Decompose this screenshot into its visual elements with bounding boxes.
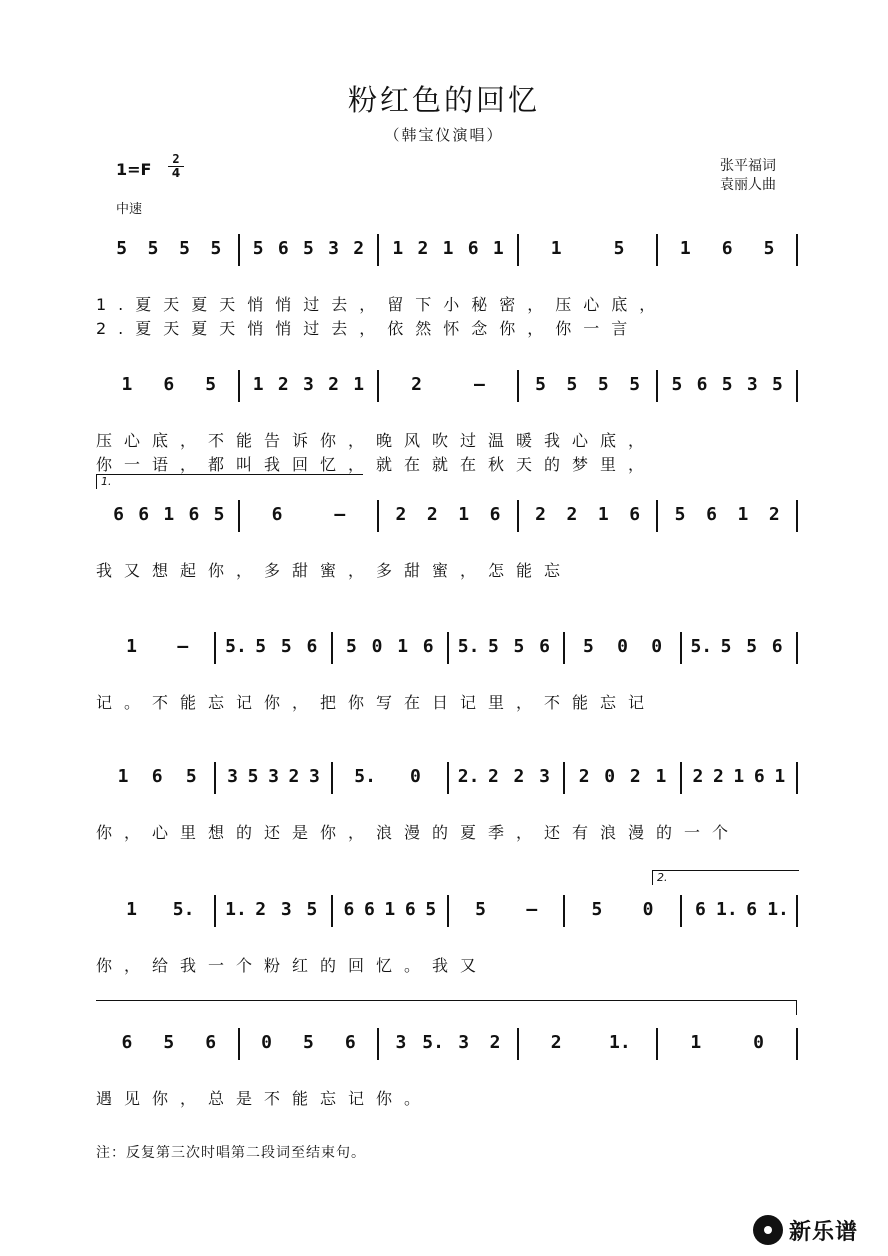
note: 1 [597,504,609,525]
bar-line [563,895,565,927]
bar-line [517,370,519,402]
note: 1. [609,1032,631,1053]
note: 2 [328,374,339,395]
song-title: 粉红色的回忆 [347,83,540,117]
bar-line [517,1028,519,1060]
note: 1 [126,899,137,920]
bar-line [331,895,333,927]
note: 5 [205,374,217,395]
note: 5 [613,238,625,259]
note: 3 [395,1032,407,1053]
note: 0 [617,636,628,657]
note: 5 [163,1032,175,1053]
note: 2 [277,374,289,395]
bar-line [517,500,519,532]
lyric-line: 2.夏天夏天悄悄过去，依然怀念你，你一言 [96,319,640,338]
notation-line [0,500,888,544]
lyric-line: 1.夏天夏天悄悄过去，留下小秘密，压心底， [96,295,668,314]
note: 6 [151,766,163,787]
lyric-line: 你一语，都叫我回忆，就在就在秋天的梦里， [96,455,657,474]
note: 5 [475,899,486,920]
note: 5 [280,636,292,657]
note: 3 [746,374,758,395]
note: 5 [591,899,603,920]
note: 5 [302,238,314,259]
note: 6 [277,238,289,259]
note: 0 [261,1032,272,1053]
note: 5 [772,374,783,395]
note: 6 [344,1032,356,1053]
note: 5. [354,766,376,787]
lyric-line: 遇见你，总是不能忘记你。 [96,1089,433,1108]
note: 6 [746,899,758,920]
note: 5 [425,899,437,920]
note: 6 [363,899,375,920]
note: 5 [566,374,578,395]
note: 6 [343,899,355,920]
note: 2 [535,504,546,525]
brand-name: 新乐谱 [789,1219,859,1245]
note: 2 [513,766,525,787]
note: 6 [271,504,283,525]
lyric-line: 我又想起你，多甜蜜，多甜蜜，怎能忘 [96,561,573,580]
note: 2. [457,766,480,787]
note: 1 [690,1032,702,1053]
note: 5. [690,636,713,657]
note: 3 [328,238,339,259]
lyric-line: 你，给我一个粉红的回忆。我又 [96,956,489,975]
bar-line [796,500,798,532]
note: 5 [247,766,259,787]
bar-line [238,370,240,402]
note: 1 [252,374,264,395]
dash-note: – [473,374,485,395]
note: 2 [489,1032,501,1053]
key-signature: 1=F [116,160,152,179]
note: 6 [695,899,706,920]
note: 6 [422,636,434,657]
note: 1 [458,504,470,525]
score-row [0,500,888,650]
note: 5 [746,636,758,657]
note: 6 [404,899,416,920]
note: 1 [121,374,133,395]
note: 3 [268,766,279,787]
record-icon [753,1215,783,1245]
dash-note: – [526,899,538,920]
note: 1 [126,636,137,657]
note: 3 [539,766,550,787]
note: 2 [353,238,365,259]
note: 1 [353,374,365,395]
note: 1 [163,504,175,525]
note: 6 [706,504,717,525]
notation-line [0,234,888,278]
note: 1 [442,238,454,259]
time-signature [168,153,184,180]
note: 0 [651,636,663,657]
bar-line [796,370,798,402]
bar-line [796,234,798,266]
note: 2 [395,504,407,525]
bar-line [238,234,240,266]
bar-line [238,500,240,532]
note: 2 [712,766,724,787]
note: 6 [696,374,708,395]
note: 1 [550,238,562,259]
notation-line [0,632,888,676]
bar-line [377,234,379,266]
note: 6 [539,636,550,657]
note: 5 [629,374,641,395]
note: 5 [535,374,546,395]
note: 1. [716,899,738,920]
note: 2 [487,766,499,787]
bar-line [447,762,449,794]
notation-line [0,762,888,806]
note: 5 [597,374,609,395]
time-signature-top: 2 [168,153,184,167]
note: 1 [492,238,504,259]
note: 5 [302,1032,314,1053]
note: 2 [566,504,578,525]
composer: 袁丽人曲 [720,177,776,193]
bar-line [796,1028,798,1060]
note: 1 [117,766,129,787]
notation-line [0,895,888,939]
lyric-line: 记。不能忘记你，把你写在日记里，不能忘记 [96,693,657,712]
note: 2 [550,1032,562,1053]
notation-line [0,1028,888,1072]
bar-line [214,632,216,664]
note: 3 [302,374,314,395]
note: 5 [763,238,775,259]
volta-bracket: 2. [652,870,799,885]
score-row [0,370,888,520]
note: 3 [309,766,320,787]
note: 1 [392,238,404,259]
note: 2 [578,766,590,787]
bar-line [563,762,565,794]
lyric-line: 压心底，不能告诉你，晚风吹过温暖我心底， [96,431,657,450]
note: 0 [604,766,616,787]
note: 5 [255,636,267,657]
note: 6 [629,504,641,525]
note: 2 [426,504,438,525]
notation-line [0,370,888,414]
note: 2 [255,899,267,920]
bar-line [680,762,682,794]
bar-line [563,632,565,664]
dash-note: – [334,504,346,525]
note: 6 [188,504,200,525]
note: 1. [767,899,789,920]
score-row [0,762,888,912]
brand-logo [753,1210,878,1250]
note: 2 [629,766,641,787]
bar-line [214,895,216,927]
bar-line [680,895,682,927]
bar-line [331,762,333,794]
bar-line [796,762,798,794]
note: 1 [679,238,691,259]
note: 5 [179,238,190,259]
note: 5. [225,636,247,657]
note: 6 [467,238,479,259]
note: 3 [227,766,238,787]
note: 2 [768,504,780,525]
note: 5 [720,636,732,657]
note: 5. [172,899,195,920]
note: 5 [513,636,525,657]
note: 5 [147,238,159,259]
bar-line [517,234,519,266]
bar-line [447,632,449,664]
note: 5 [252,238,264,259]
note: 6 [489,504,501,525]
note: 0 [642,899,654,920]
tempo-marking: 中速 [116,202,143,217]
note: 1 [384,899,396,920]
lyric-line: 你，心里想的还是你，浪漫的夏季，还有浪漫的一个 [96,823,741,842]
note: 6 [753,766,765,787]
note: 6 [138,504,150,525]
note: 6 [205,1032,217,1053]
bar-line [238,1028,240,1060]
bar-line [680,632,682,664]
note: 5 [671,374,683,395]
note: 5 [306,899,318,920]
bar-line [656,234,658,266]
score-row [0,234,888,384]
note: 5 [346,636,357,657]
note: 6 [771,636,783,657]
bar-line [656,500,658,532]
note: 3 [458,1032,470,1053]
dash-note: – [177,636,189,657]
note: 1 [397,636,409,657]
note: 1 [774,766,786,787]
note: 6 [113,504,124,525]
bar-line [656,1028,658,1060]
note: 2 [417,238,429,259]
note: 1 [737,504,749,525]
bar-line [214,762,216,794]
note: 0 [753,1032,765,1053]
note: 6 [163,374,175,395]
bar-line [447,895,449,927]
note: 2 [411,374,423,395]
note: 5 [210,238,222,259]
note: 2 [692,766,704,787]
note: 6 [306,636,318,657]
note: 5 [582,636,594,657]
bar-line [796,632,798,664]
ending-bracket [96,1000,797,1015]
bar-line [377,1028,379,1060]
note: 1 [733,766,745,787]
note: 5 [185,766,197,787]
note: 5 [487,636,499,657]
note: 0 [409,766,421,787]
note: 5 [213,504,225,525]
bar-line [377,500,379,532]
note: 3 [280,899,292,920]
note: 2 [288,766,300,787]
note: 5 [674,504,686,525]
bar-line [796,895,798,927]
bar-line [331,632,333,664]
note: 5 [116,238,128,259]
bar-line [377,370,379,402]
note: 6 [121,1032,133,1053]
lyricist: 张平福词 [720,158,776,174]
note: 5. [422,1032,444,1053]
performer: （韩宝仪演唱） [384,126,504,144]
score-row [0,895,888,1045]
note: 5 [721,374,733,395]
note: 1. [225,899,247,920]
note: 1 [655,766,667,787]
note: 0 [371,636,383,657]
time-signature-bottom: 4 [171,166,181,180]
bar-line [656,370,658,402]
note: 5. [457,636,480,657]
note: 6 [721,238,733,259]
score-row [0,632,888,782]
volta-bracket: 1. [96,474,363,489]
footnote: 注：反复第三次时唱第二段词至结束句。 [96,1145,366,1161]
